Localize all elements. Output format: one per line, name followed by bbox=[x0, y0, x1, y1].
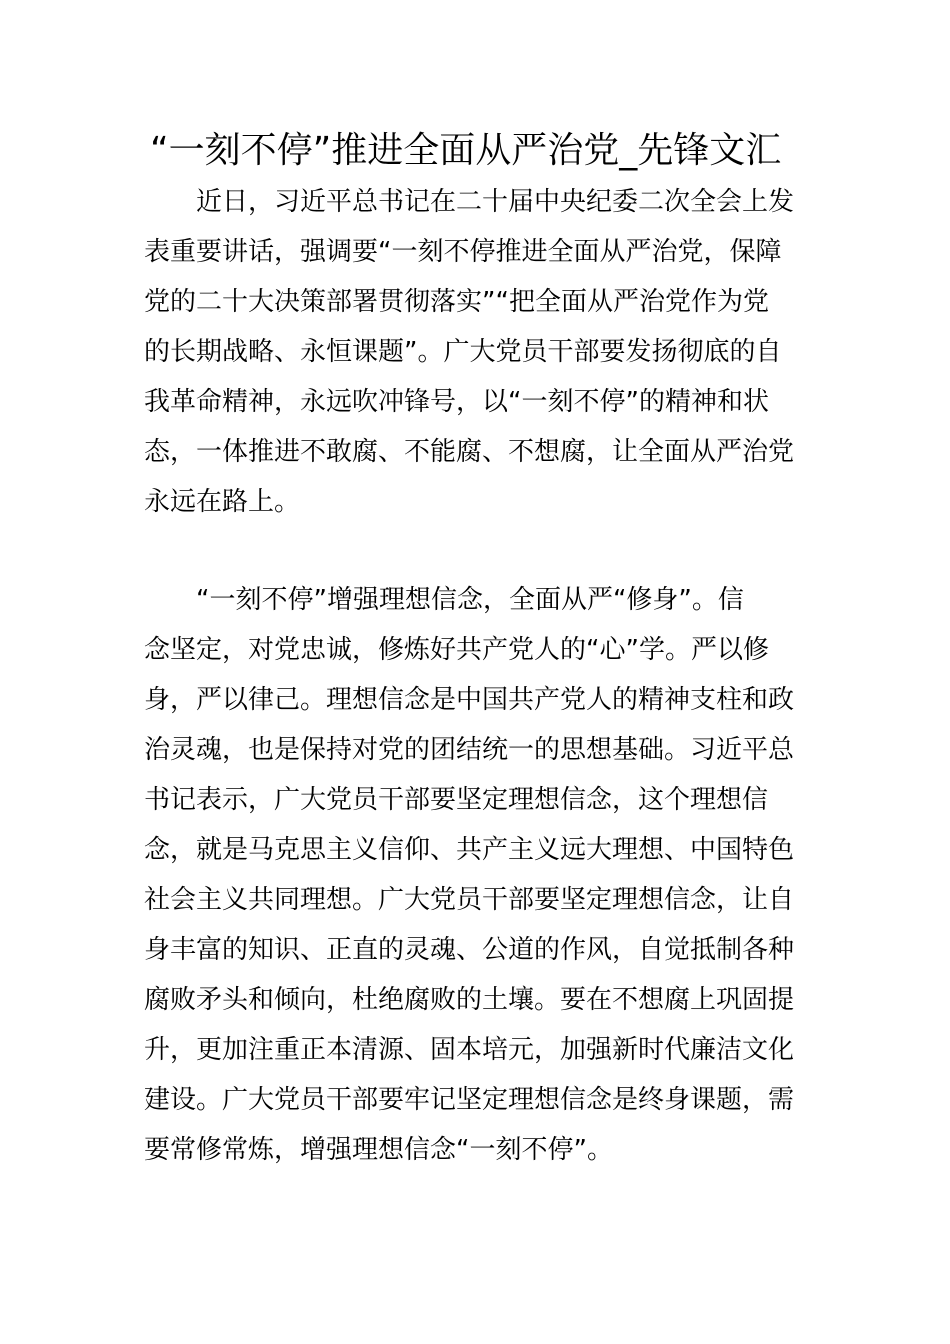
paragraph-line: 身丰富的知识、正直的灵魂、公道的作风，自觉抵制各种 bbox=[144, 935, 795, 965]
paragraph-line: “一刻不停”增强理想信念，全面从严“修身”。信 bbox=[144, 585, 744, 615]
paragraph-1 bbox=[144, 177, 808, 527]
paragraph-line: 书记表示，广大党员干部要坚定理想信念，这个理想信 bbox=[144, 785, 769, 815]
paragraph-line: 腐败矛头和倾向，杜绝腐败的土壤。要在不想腐上巩固提 bbox=[144, 985, 795, 1015]
paragraph-line: 治灵魂，也是保持对党的团结统一的思想基础。习近平总 bbox=[144, 735, 795, 765]
paragraph-line: 永远在路上。 bbox=[144, 487, 301, 517]
paragraph-line: 近日，习近平总书记在二十届中央纪委二次全会上发 bbox=[144, 187, 795, 217]
paragraph-2 bbox=[144, 575, 808, 1175]
paragraph-line: 念，就是马克思主义信仰、共产主义远大理想、中国特色 bbox=[144, 835, 795, 865]
paragraph-line: 身，严以律己。理想信念是中国共产党人的精神支柱和政 bbox=[144, 685, 795, 715]
paragraph-line: 的长期战略、永恒课题”。广大党员干部要发扬彻底的自 bbox=[144, 337, 782, 367]
paragraph-line: 我革命精神，永远吹冲锋号，以“一刻不停”的精神和状 bbox=[144, 387, 769, 417]
paragraph-line: 要常修常炼，增强理想信念“一刻不停”。 bbox=[144, 1135, 613, 1165]
paragraph-line: 社会主义共同理想。广大党员干部要坚定理想信念，让自 bbox=[144, 885, 795, 915]
paragraph-line: 党的二十大决策部署贯彻落实”“把全面从严治党作为党 bbox=[144, 287, 769, 317]
paragraph-line: 态，一体推进不敢腐、不能腐、不想腐，让全面从严治党 bbox=[144, 437, 795, 467]
document-title: “一刻不停”推进全面从严治党_先锋文汇 bbox=[150, 130, 782, 171]
paragraph-line: 建设。广大党员干部要牢记坚定理想信念是终身课题，需 bbox=[144, 1085, 795, 1115]
paragraph-line: 念坚定，对党忠诚，修炼好共产党人的“心”学。严以修 bbox=[144, 635, 769, 665]
paragraph-line: 表重要讲话，强调要“一刻不停推进全面从严治党，保障 bbox=[144, 237, 782, 267]
paragraph-line: 升，更加注重正本清源、固本培元，加强新时代廉洁文化 bbox=[144, 1035, 795, 1065]
